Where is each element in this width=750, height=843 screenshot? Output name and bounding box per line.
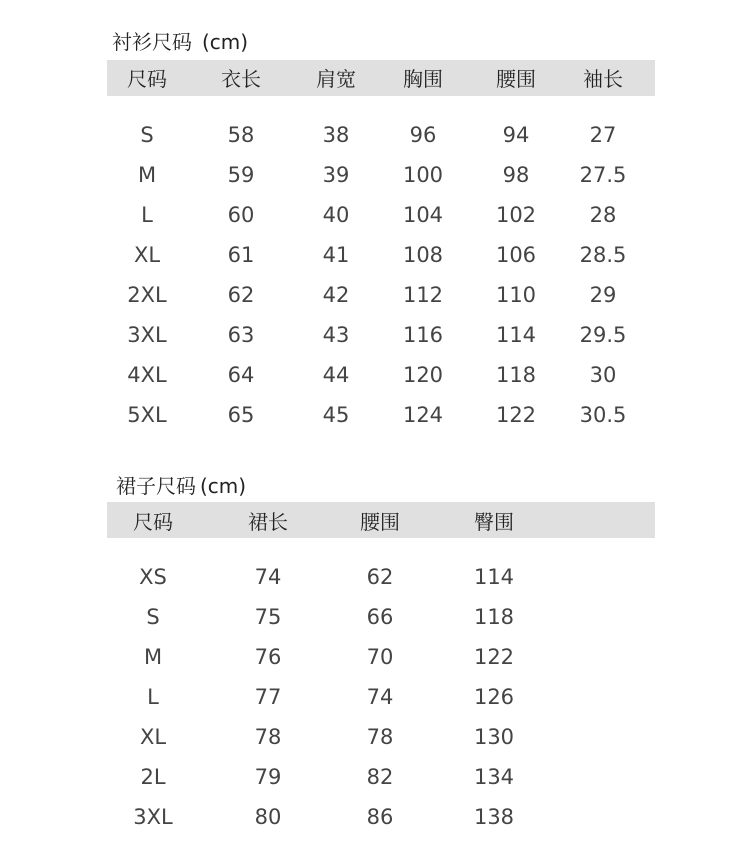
shirt-header-cell: 腰围: [496, 67, 536, 91]
shirt-measure-cell: 122: [495, 403, 537, 427]
skirt-measure-cell: 75: [254, 605, 282, 629]
skirt-measure-cell: 114: [473, 565, 515, 589]
skirt-measure-cell: 74: [254, 565, 282, 589]
skirt-measure-cell: 78: [254, 725, 282, 749]
shirt-header-cell: 胸围: [403, 67, 443, 91]
shirt-size-label: 5XL: [127, 403, 167, 427]
skirt-size-label: M: [143, 645, 163, 669]
shirt-measure-cell: 59: [227, 163, 255, 187]
shirt-measure-cell: 64: [227, 363, 255, 387]
skirt-measure-cell: 138: [473, 805, 515, 829]
shirt-size-label: 2XL: [127, 283, 167, 307]
shirt-measure-cell: 45: [322, 403, 350, 427]
skirt-measure-cell: 76: [254, 645, 282, 669]
shirt-measure-cell: 58: [227, 123, 255, 147]
shirt-title-text: 衬衫尺码: [112, 30, 192, 54]
shirt-size-label: XL: [133, 243, 161, 267]
skirt-measure-cell: 78: [366, 725, 394, 749]
shirt-measure-cell: 43: [322, 323, 350, 347]
shirt-measure-cell: 30.5: [579, 403, 627, 427]
skirt-title-unit: (cm): [200, 474, 247, 498]
skirt-size-label: 3XL: [133, 805, 173, 829]
shirt-measure-cell: 62: [227, 283, 255, 307]
skirt-size-label: XS: [139, 565, 167, 589]
shirt-measure-cell: 28.5: [579, 243, 627, 267]
shirt-size-label: L: [141, 203, 153, 227]
shirt-size-label: S: [140, 123, 154, 147]
shirt-measure-cell: 41: [322, 243, 350, 267]
shirt-measure-cell: 39: [322, 163, 350, 187]
skirt-measure-cell: 80: [254, 805, 282, 829]
shirt-measure-cell: 30: [589, 363, 617, 387]
shirt-measure-cell: 116: [402, 323, 444, 347]
skirt-header-cell: 臀围: [474, 510, 514, 534]
shirt-measure-cell: 108: [402, 243, 444, 267]
shirt-measure-cell: 102: [495, 203, 537, 227]
shirt-title-unit: (cm): [202, 30, 249, 54]
shirt-measure-cell: 42: [322, 283, 350, 307]
skirt-header-cell: 腰围: [360, 510, 400, 534]
skirt-header-cell: 裙长: [248, 510, 288, 534]
skirt-measure-cell: 77: [254, 685, 282, 709]
shirt-measure-cell: 114: [495, 323, 537, 347]
shirt-measure-cell: 112: [402, 283, 444, 307]
skirt-size-label: XL: [139, 725, 167, 749]
skirt-measure-cell: 134: [473, 765, 515, 789]
shirt-measure-cell: 28: [589, 203, 617, 227]
shirt-header-cell: 肩宽: [316, 67, 356, 91]
skirt-measure-cell: 66: [366, 605, 394, 629]
shirt-measure-cell: 65: [227, 403, 255, 427]
shirt-measure-cell: 124: [402, 403, 444, 427]
shirt-measure-cell: 61: [227, 243, 255, 267]
shirt-measure-cell: 120: [402, 363, 444, 387]
skirt-measure-cell: 86: [366, 805, 394, 829]
skirt-measure-cell: 130: [473, 725, 515, 749]
skirt-header-cell: 尺码: [133, 510, 173, 534]
skirt-size-label: 2L: [140, 765, 166, 789]
shirt-measure-cell: 63: [227, 323, 255, 347]
skirt-measure-cell: 79: [254, 765, 282, 789]
shirt-measure-cell: 104: [402, 203, 444, 227]
skirt-size-label: L: [147, 685, 159, 709]
skirt-measure-cell: 70: [366, 645, 394, 669]
shirt-measure-cell: 38: [322, 123, 350, 147]
skirt-title-text: 裙子尺码: [116, 474, 196, 498]
shirt-header-cell: 衣长: [221, 67, 261, 91]
shirt-measure-cell: 27: [589, 123, 617, 147]
skirt-measure-cell: 126: [473, 685, 515, 709]
shirt-measure-cell: 118: [495, 363, 537, 387]
shirt-header-cell: 袖长: [583, 67, 623, 91]
shirt-table-header-bar: [107, 60, 655, 96]
shirt-measure-cell: 29.5: [579, 323, 627, 347]
skirt-measure-cell: 62: [366, 565, 394, 589]
shirt-size-label: 4XL: [127, 363, 167, 387]
shirt-measure-cell: 100: [402, 163, 444, 187]
shirt-measure-cell: 27.5: [579, 163, 627, 187]
shirt-measure-cell: 98: [502, 163, 530, 187]
shirt-measure-cell: 44: [322, 363, 350, 387]
skirt-measure-cell: 118: [473, 605, 515, 629]
shirt-measure-cell: 94: [502, 123, 530, 147]
skirt-size-title: [116, 470, 246, 499]
shirt-measure-cell: 40: [322, 203, 350, 227]
shirt-measure-cell: 29: [589, 283, 617, 307]
shirt-measure-cell: 96: [409, 123, 437, 147]
shirt-size-label: M: [137, 163, 157, 187]
shirt-measure-cell: 106: [495, 243, 537, 267]
shirt-measure-cell: 60: [227, 203, 255, 227]
shirt-header-cell: 尺码: [127, 67, 167, 91]
shirt-size-title: [112, 26, 248, 55]
skirt-size-label: S: [146, 605, 160, 629]
skirt-measure-cell: 122: [473, 645, 515, 669]
skirt-measure-cell: 74: [366, 685, 394, 709]
skirt-measure-cell: 82: [366, 765, 394, 789]
shirt-measure-cell: 110: [495, 283, 537, 307]
shirt-size-label: 3XL: [127, 323, 167, 347]
